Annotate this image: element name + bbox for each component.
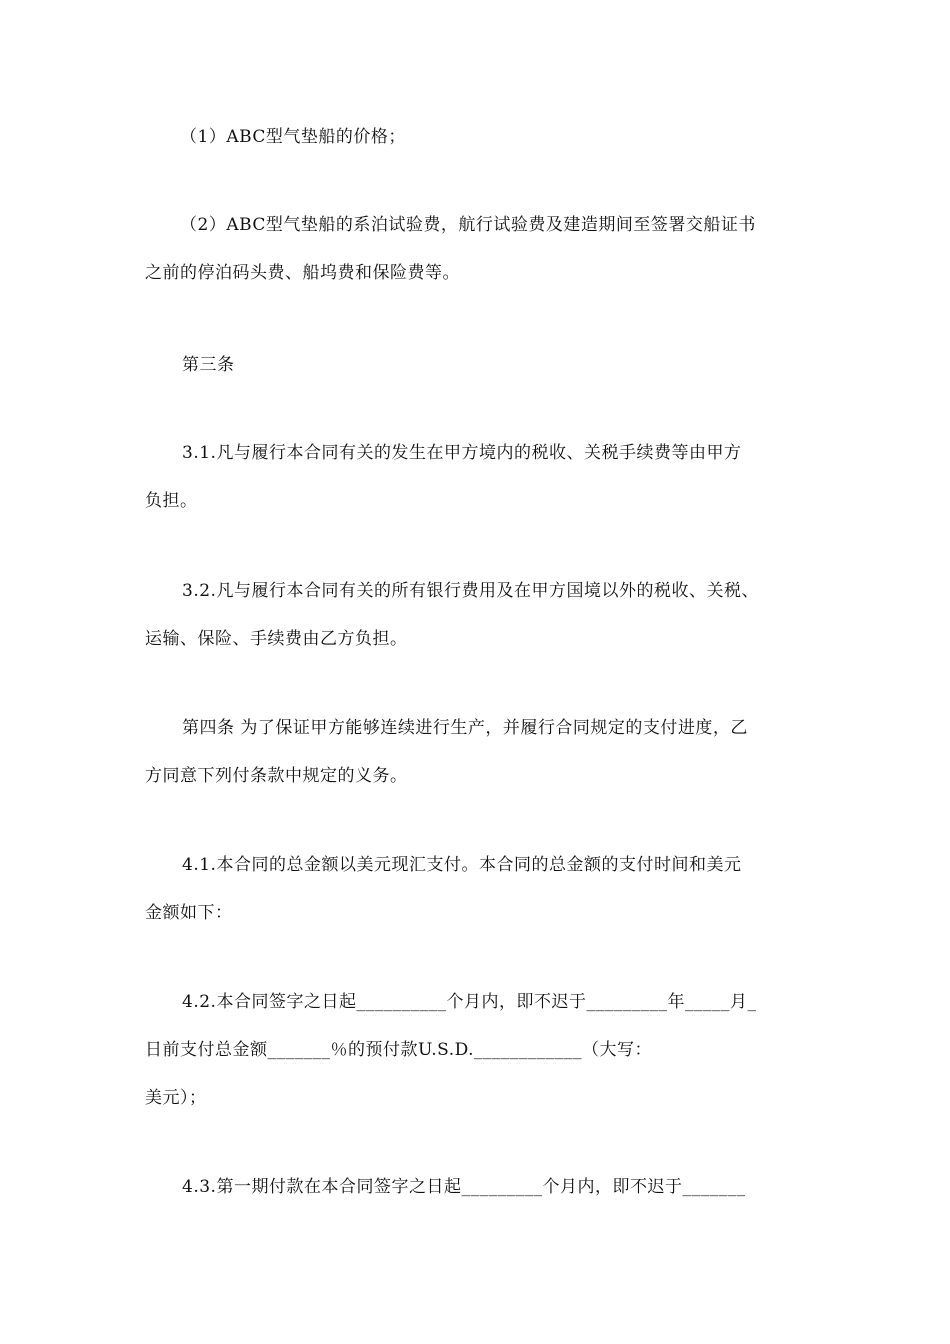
clause-item-2-line-1: （2）ABC型气垫船的系泊试验费，航行试验费及建造期间至签署交船证书 xyxy=(180,215,756,235)
article-4-line-2: 方同意下列付条款中规定的义务。 xyxy=(145,766,408,786)
clause-4-1-line-2: 金额如下： xyxy=(145,903,233,923)
clause-item-2-line-2: 之前的停泊码头费、船坞费和保险费等。 xyxy=(145,263,460,283)
clause-4-2-line-3: 美元）； xyxy=(145,1088,207,1108)
clause-4-2-line-2: 日前支付总金额_______％的预付款U.S.D.____________（大写： xyxy=(145,1040,653,1060)
article-4-line-1: 第四条 为了保证甲方能够连续进行生产，并履行合同规定的支付进度，乙 xyxy=(182,718,748,738)
clause-3-1-line-1: 3.1.凡与履行本合同有关的发生在甲方境内的税收、关税手续费等由甲方 xyxy=(182,443,742,463)
clause-item-1: （1）ABC型气垫船的价格； xyxy=(180,127,406,147)
clause-3-2-line-1: 3.2.凡与履行本合同有关的所有银行费用及在甲方国境以外的税收、关税、 xyxy=(182,581,759,601)
clause-3-1-line-2: 负担。 xyxy=(145,491,198,511)
article-3-heading: 第三条 xyxy=(182,355,235,375)
clause-4-2-line-1: 4.2.本合同签字之日起__________个月内，即不迟于_________年_____月_ xyxy=(182,992,757,1012)
clause-4-1-line-1: 4.1.本合同的总金额以美元现汇支付。本合同的总金额的支付时间和美元 xyxy=(182,855,742,875)
clause-4-3-line-1: 4.3.第一期付款在本合同签字之日起_________个月内，即不迟于_______ xyxy=(182,1177,746,1197)
clause-3-2-line-2: 运输、保险、手续费由乙方负担。 xyxy=(145,629,408,649)
